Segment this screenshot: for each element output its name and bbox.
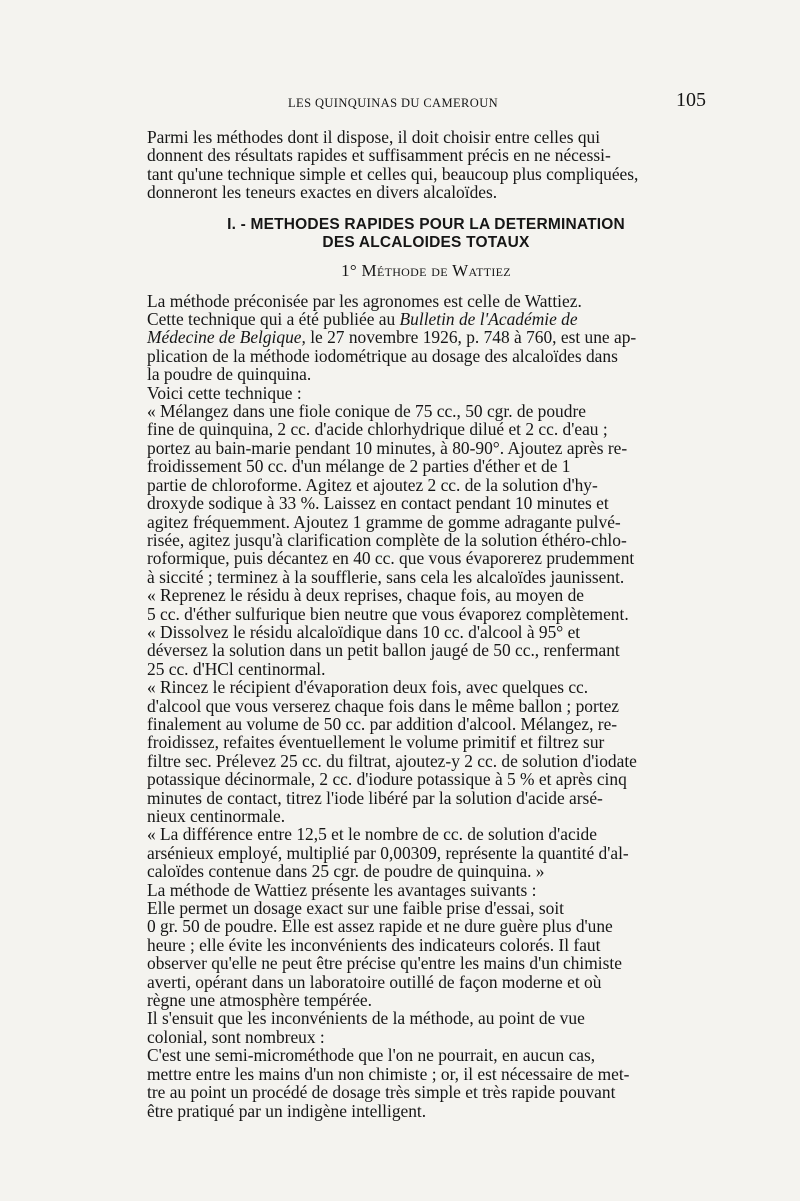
text-line [143,310,709,328]
text-line: fine de quinquina, 2 cc. d'acide chlorhydrique dilué et 2 cc. d'eau ; [147,419,608,440]
journal-title: Médecine de Belgique, [147,327,306,348]
text-line: Il s'ensuit que les inconvénients de la méthode, au point de vue [147,1008,585,1029]
text-line: La méthode préconisée par les agronomes est celle de Wattiez. [147,290,582,311]
text-line: risée, agitez jusqu'à clarification complète de la solution éthéro-chlo- [147,529,627,550]
text-line: tre au point un procédé de dosage très simple et très rapide pouvant [147,1082,616,1103]
text-line: tant qu'une technique simple et celles qui, beaucoup plus compliquées, [147,163,639,184]
paragraph-drawbacks [143,1046,709,1120]
text-line: potassique décinormale, 2 cc. d'iodure potassique à 5 % et après cinq [147,769,627,790]
text-line: heure ; elle évite les inconvénients des indicateurs colorés. Il faut [147,934,601,955]
text-line: donneront les teneurs exactes en divers alcaloïdes. [147,182,498,203]
paragraph-quote-1 [143,402,709,586]
text-line: Voici cette technique : [147,382,302,403]
section-heading [143,216,709,252]
running-title: LES QUINQUINAS DU CAMEROUN [288,96,499,110]
text-line: finalement au volume de 50 cc. par addition d'alcool. Mélangez, re- [147,713,618,734]
body-text [143,128,709,1120]
text-line: filtre sec. Prélevez 25 cc. du filtrat, ajoutez-y 2 cc. de solution d'iodate [147,750,637,771]
text-line: droxyde sodique à 33 %. Laissez en contact pendant 10 minutes et [147,493,609,514]
text-line: averti, opérant dans un laboratoire outillé de façon moderne et où [147,971,602,992]
text-line: observer qu'elle ne peut être précise qu'entre les mains d'un chimiste [147,953,622,974]
paragraph-quote-3 [143,623,709,678]
text-line: à siccité ; terminez à la soufflerie, sans cela les alcaloïdes jaunissent. [147,566,625,587]
paragraph-quote-2 [143,586,709,623]
text-line: 25 cc. d'HCl centinormal. [147,658,326,679]
text-line: « La différence entre 12,5 et le nombre de cc. de solution d'acide [147,824,597,845]
journal-title: Bulletin de l'Académie de [399,309,578,330]
text-run: le 27 novembre 1926, p. 748 à 760, est une ap- [305,327,637,348]
paragraph-publication [143,310,709,384]
text-line: « Mélangez dans une fiole conique de 75 cc., 50 cgr. de poudre [147,401,586,422]
text-line: nieux centinormale. [147,806,286,826]
text-line: donnent des résultats rapides et suffisamment précis en ne nécessi- [147,145,611,166]
paragraph-intro [143,128,709,202]
text-line: C'est une semi-microméthode que l'on ne pourrait, en aucun cas, [147,1045,596,1066]
text-line: partie de chloroforme. Agitez et ajoutez 2 cc. de la solution d'hy- [147,474,598,495]
text-line: froidissement 50 cc. d'un mélange de 2 parties d'éther et de 1 [147,456,571,477]
paragraph-quote-5 [143,825,709,880]
text-line: plication de la méthode iodométrique au dosage des alcaloïdes dans [147,345,618,366]
text-line: portez au bain-marie pendant 10 minutes, à 80-90°. Ajoutez après re- [147,437,628,458]
text-line: la poudre de quinquina. [147,364,312,385]
section-heading-line: DES ALCALOIDES TOTAUX [322,233,530,251]
text-line: agitez fréquemment. Ajoutez 1 gramme de gomme adragante pulvé- [147,511,621,532]
text-line: 5 cc. d'éther sulfurique bien neutre que vous évaporez complètement. [147,603,629,624]
text-line: froidissez, refaites éventuellement le volume primitif et filtrez sur [147,732,605,753]
text-line: caloïdes contenue dans 25 cgr. de poudre de quinquina. » [147,861,545,882]
text-line: règne une atmosphère tempérée. [147,990,372,1011]
text-line: mettre entre les mains d'un non chimiste ; or, il est nécessaire de met- [147,1063,630,1084]
section-heading-line: I. - METHODES RAPIDES POUR LA DETERMINATION [227,215,625,233]
text-line: déversez la solution dans un petit ballon jaugé de 50 cc., renfermant [147,640,620,661]
text-line [143,328,709,346]
text-line: minutes de contact, titrez l'iode libéré par la solution d'acide arsé- [147,787,603,808]
text-line: « Rincez le récipient d'évaporation deux fois, avec quelques cc. [147,677,589,698]
text-line: colonial, sont nombreux : [147,1026,325,1047]
text-line: Parmi les méthodes dont il dispose, il doit choisir entre celles qui [147,127,601,147]
text-run: Cette technique qui a été publiée au [147,309,400,330]
text-line: Elle permet un dosage exact sur une faible prise d'essai, soit [147,898,564,919]
text-line: La méthode de Wattiez présente les avantages suivants : [147,879,537,900]
text-line: roformique, puis décantez en 40 cc. que vous évaporerez prudemment [147,548,635,569]
text-line: « Dissolvez le résidu alcaloïdique dans 10 cc. d'alcool à 95° et [147,621,581,642]
paragraph-quote-4 [143,678,709,825]
text-line: arsénieux employé, multiplié par 0,00309, représente la quantité d'al- [147,842,629,863]
text-line: « Reprenez le résidu à deux reprises, chaque fois, au moyen de [147,585,585,606]
paragraph-method-intro [143,292,709,310]
paragraph-advantages [143,899,709,1009]
page-number: 105 [676,89,706,111]
paragraph-drawbacks-label [143,1009,709,1046]
text-line: d'alcool que vous verserez chaque fois dans le même ballon ; portez [147,695,620,716]
paragraph-advantages-label [143,881,709,899]
subsection-heading: 1° Méthode de Wattiez [341,260,511,280]
text-line: 0 gr. 50 de poudre. Elle est assez rapide et ne dure guère plus d'une [147,916,613,937]
paragraph-technique-label [143,384,709,402]
text-line: être pratiqué par un indigène intelligent. [147,1100,427,1121]
